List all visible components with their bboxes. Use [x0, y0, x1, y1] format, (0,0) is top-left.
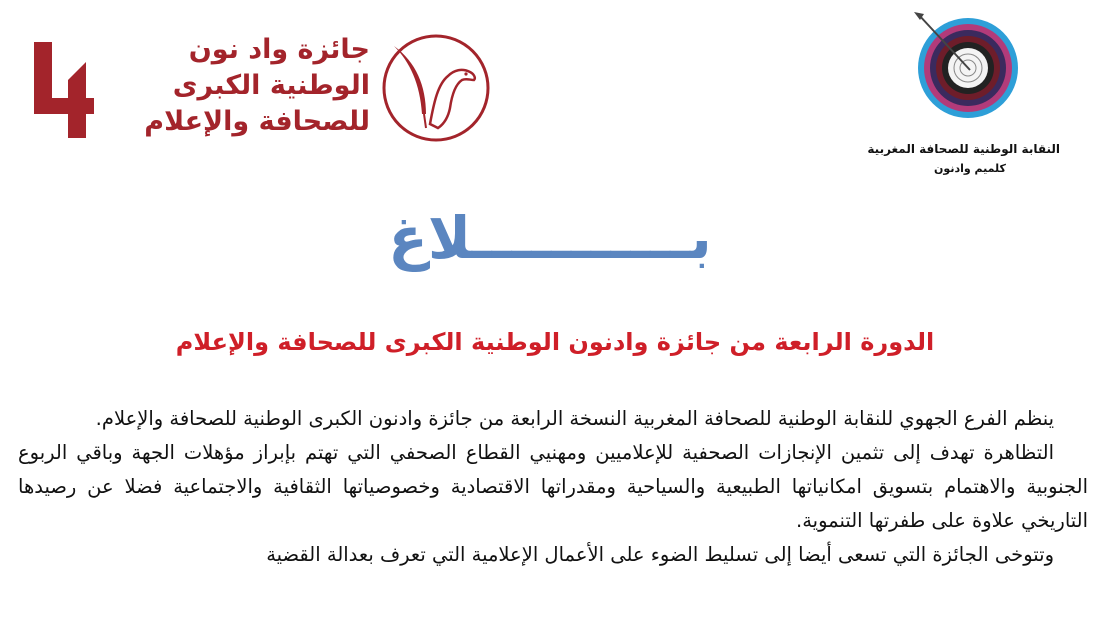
prize-title-line-1: جائزة واد نون: [188, 34, 370, 65]
syndicate-rings-emblem-icon: [910, 10, 1022, 122]
prize-logo: [28, 32, 468, 152]
page-subtitle: الدورة الرابعة من جائزة وادنون الوطنية الكبرى للصحافة والإعلام: [175, 328, 935, 356]
camel-quill-emblem-icon: [380, 32, 492, 144]
prize-number-four-logo: [28, 40, 98, 140]
body-paragraph-2: التظاهرة تهدف إلى تثمين الإنجازات الصحفية للإعلاميين ومهنيي القطاع الصحفي التي تهتم بإبراز مؤهلات الجهة وباقي الربوع الجنوبية والاهتمام بتسويق امكانياتها الطبيعية والسياحية ومقدراتها الاقتصادية وخصوصياتها الثقافية والاجتماعية فضلا عن رصيدها التاريخي علاوة على طفرتها التنموية.: [18, 441, 1088, 532]
body-paragraph-3: وتتوخى الجائزة التي تسعى أيضا إلى تسليط الضوء على الأعمال الإعلامية التي تعرف بعدالة القضية: [266, 543, 1054, 566]
prize-title-line-2: الوطنية الكبرى: [172, 70, 370, 101]
syndicate-logo: [867, 10, 1060, 180]
prize-title: [100, 32, 370, 140]
syndicate-branch: كلميم وادنون: [934, 162, 1006, 175]
prize-title-line-3: للصحافة والإعلام: [144, 106, 370, 137]
syndicate-name: النقابة الوطنية للصحافة المغربية: [867, 142, 1060, 156]
body-paragraph-1: ينظم الفرع الجهوي للنقابة الوطنية للصحافة المغربية النسخة الرابعة من جائزة وادنون الكبرى الوطنية للصحافة والإعلام.: [95, 407, 1054, 430]
body-text: [18, 402, 1088, 572]
page-heading: بـــــــــــلاغ: [388, 204, 712, 272]
